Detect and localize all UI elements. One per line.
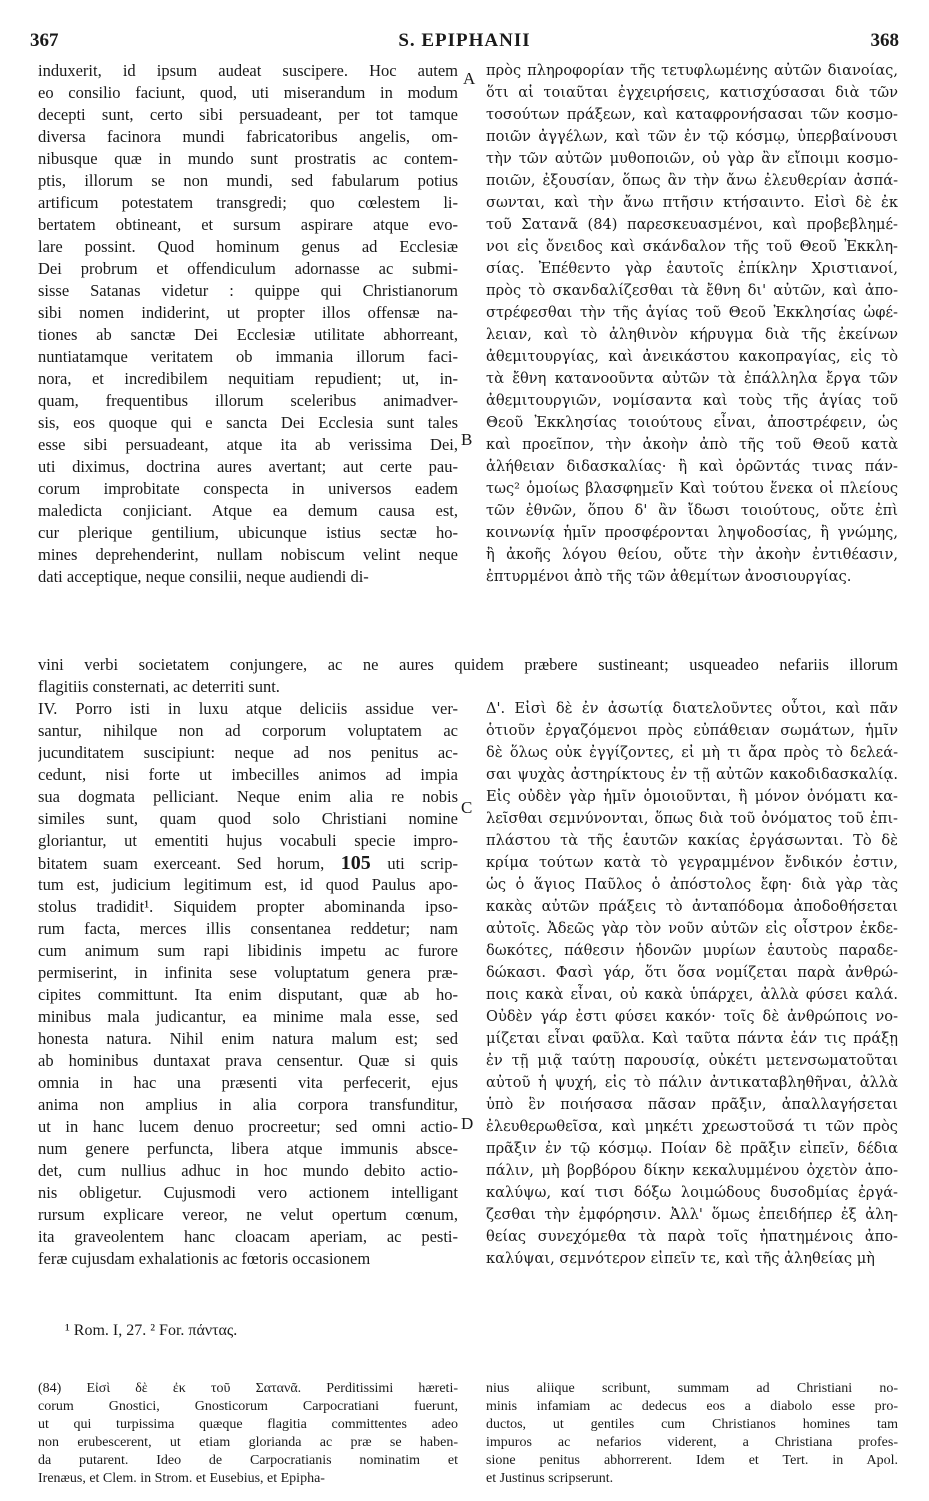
text-line: eo consilio faciunt, quod, uti miserandum in modum xyxy=(38,83,458,102)
text-line: num genere perfuncta, libera atque immunis abscе- xyxy=(38,1139,458,1158)
text-line: Οὐδὲν γάρ ἐστι φύσει κακόν· τοῖς δὲ ἀνθρώποις νο- xyxy=(486,1008,898,1025)
text-line: πλάστου τὰ τῆς ἑαυτῶν κακίας ἐργάσωνται. Τὸ δὲ xyxy=(486,832,898,849)
text-line: nuntiatamque veritatem ob immania illorum faci- xyxy=(38,347,458,366)
text-line: bertatem obtineant, et sursum aspirare atque evo- xyxy=(38,215,458,234)
text-line: anima non amplius in alia corpora transfunditur, xyxy=(38,1095,458,1114)
greek-column-bottom xyxy=(486,698,898,1270)
text-line: τοσούτων πράξεων, καὶ καταφρονήσασαι τῶν κοσμο- xyxy=(486,106,898,123)
text-line: ὡς ὁ ἅγιος Παῦλος ὁ ἀπόστολος ἔφη· διὰ γὰρ τὰς xyxy=(486,876,898,893)
text-line: στρέφεσθαι τὴν τῆς ἁγίας τοῦ Θεοῦ Ἐκκλησίας ὠφέ- xyxy=(486,304,898,321)
text-line: flagitiis consternati, ac deterriti sunt. xyxy=(38,677,280,696)
text-line: ἐπτυρμένοι ἀπὸ τῆς τῶν ἀθεμίτων ἀνοσιουργίας. xyxy=(486,568,852,585)
text-line: σωνται, καὶ τὴν ἄνω πτῆσιν κτήσαιντο. Εἰσὶ δὲ ἐκ xyxy=(486,194,898,211)
text-line: κρίμα τούτων κατὰ τὸ γεγραμμένον ἔνδικόν ἐστιν, xyxy=(486,854,898,871)
text-line: ἀθεμιτουργίας, καὶ ἀνεικάστου κακοπραγίας, εἰς τὸ xyxy=(486,348,898,365)
text-line: maledicta conjiciant. Atque ea demum causa est, xyxy=(38,501,458,520)
text-line: κακὰς αὐτῶν πράξεις τὸ ἀνταπόδομα ἀποδοθήσεται xyxy=(486,898,898,915)
text-line: πάλιν, μὴ βορβόρου δίκην κεκαλυμμένου ὀχετὸν ἀπο- xyxy=(486,1162,898,1179)
text-line: lare possint. Quod hominum genus ad Ecclesiæ xyxy=(38,237,458,256)
text-line: cipites committunt. Ita enim disputant, quæ ab ho- xyxy=(38,985,458,1004)
text-line: ὁτιοῦν ἐργαζόμενοι πρὸς εὐπάθειαν σωμάτων, ἡμῖν xyxy=(486,722,898,739)
text-line: dati acceptique, neque consilii, neque audiendi di- xyxy=(38,567,369,586)
text-line: nis obligetur. Cujusmodi vero actionem intelligant xyxy=(38,1183,458,1202)
column-number-continuation: uti scrip- xyxy=(387,854,458,873)
text-line: σίας. Ἐπέθεντο γὰρ ἑαυτοῖς ἐπίκλην Χριστιανοί, xyxy=(486,260,898,277)
text-line: ποιῶν ἀγγέλων, καὶ τῶν ἐν τῷ κόσμῳ, ὑπερβαίνουσι xyxy=(486,128,898,145)
text-line: sione penitus abhorrerent. Idem et Tert. in Apol. xyxy=(486,1453,898,1468)
text-line: quam, frequentibus illorum sceleribus animadver- xyxy=(38,391,458,410)
text-line: permiserint, in infinita sese voluptatum genera præ- xyxy=(38,963,458,982)
text-line: stolus tradidit¹. Siquidem propter abominanda ipso- xyxy=(38,897,458,916)
text-line: δὲ ὅλως οὐκ ἐγγίζοντες, εἰ μὴ τι ἄρα πρὸς τὸ δελεά- xyxy=(486,744,898,761)
full-width-paragraph xyxy=(38,654,898,698)
text-line: IV. Porro isti in luxu atque deliciis assidue ver- xyxy=(38,699,458,718)
text-line: καὶ προεῖπον, τὴν ἀκοὴν ἀπὸ τῆς τοῦ Θεοῦ κατὰ xyxy=(486,436,898,453)
text-line: μίζεται εἶναι φαῦλα. Καὶ ταῦτα πάντα ἐάν τις πράξῃ xyxy=(486,1030,898,1047)
text-line: rum facta, merces illis consentanea reddetur; nam xyxy=(38,919,458,938)
text-line: κοινωνίᾳ ἡμῖν προσφέρονται ληψοδοσίας, ἢ γνώμης, xyxy=(486,524,898,541)
text-line: santur, nihilque non ad corporum voluptatem ac xyxy=(38,721,458,740)
text-line: induxerit, id ipsum audeat suscipere. Hoc autem xyxy=(38,61,458,80)
text-line: αὐτοῦ ἡ ψυχή, εἰς τὸ πάλιν ἀντικαταβληθῆναι, ἀλλὰ xyxy=(486,1074,898,1091)
margin-letter-c: C xyxy=(461,798,473,817)
footnotes: ¹ Rom. I, 27. ² For. πάντας. xyxy=(65,1322,238,1339)
text-line: ita graveolentem hanc cloacam aperiam, ac pesti- xyxy=(38,1227,458,1246)
text-line: ut qui turpissima quæque flagitia committentes adeo xyxy=(38,1417,458,1432)
text-line: decepti sunt, certo sibi persuadeant, per tot tamque xyxy=(38,105,458,124)
text-line: λειαν, καὶ τὸ ἀληθινὸν κήρυγμα διὰ τῆς ἐκείνων xyxy=(486,326,898,343)
text-line: πρὸς τὸ σκανδαλίζεσθαι τὰ ἔθνη δι' αὐτῶν, καὶ ἀπο- xyxy=(486,282,898,299)
text-line: impuros ac nefarios viderent, a Christiana profes- xyxy=(486,1435,898,1450)
margin-letter-a: A xyxy=(463,69,476,88)
text-line: gloriantur, ut ementiti hujus vocabuli specie impro- xyxy=(38,831,458,850)
text-line: sibi nomen indiderint, ut propter illos offensæ na- xyxy=(38,303,458,322)
text-line: τοῦ Σατανᾶ (84) παρεσκευασμένοι, καὶ προβεβλημέ- xyxy=(486,216,898,233)
text-line: ptis, illorum se non mundi, sed fabularum potius xyxy=(38,171,458,190)
text-line: σαι ψυχὰς ἀστηρίκτους ἐν τῇ αὐτῶν κακοδιδασκαλίᾳ. xyxy=(486,766,898,783)
text-line: τὰ ἔθνη κατανοοῦντα αὐτῶν τὰ ἐπάλληλα ἔργα τῶν xyxy=(486,370,898,387)
text-line: τὴν τῶν αὐτῶν μυθοποιῶν, οὐ γὰρ ἂν εἴποιμι κοσμο- xyxy=(486,150,898,167)
text-line: da putarent. Ideo de Carpocratianis nominatim et xyxy=(38,1453,458,1468)
text-line: sua dogmata pelliciant. Neque enim alia re nobis xyxy=(38,787,458,806)
text-line: ὑπὸ ἓν ποιήσασα πᾶσαν πρᾶξιν, ἀπαλλαγήσεται xyxy=(486,1096,898,1113)
text-line: ἀλήθειαν διδασκαλίας· ἢ καὶ ὁρῶντάς τινας πάν- xyxy=(486,458,898,475)
text-line: cur plerique gentilium, ubicunque istius sectæ ho- xyxy=(38,523,458,542)
text-line: ἐν τῇ μιᾷ ταύτῃ παρουσίᾳ, οὐκέτι μετενσωματοῦται xyxy=(486,1052,898,1069)
text-line: similes sunt, quam quod solo Christiani nomine xyxy=(38,809,458,828)
text-line: vini verbi societatem conjungere, ac ne aures quidem præbere sustineant; usqueadeo nefariis illorum xyxy=(38,655,898,674)
text-line: Dei probrum et offendiculum adornasse ac submi- xyxy=(38,259,458,278)
text-line: ποις κακὰ εἶναι, οὐ κακὰ ὑπάρχει, ἀλλὰ φύσει καλά. xyxy=(486,986,898,1003)
text-line: Δ'. Εἰσὶ δὲ ἐν ἀσωτίᾳ διατελοῦντες οὗτοι, καὶ πᾶν xyxy=(486,700,898,717)
text-line: ἀθεμιτουργιῶν, νομίσαντα καὶ τοὺς τῆς ἁγίας τοῦ xyxy=(486,392,898,409)
text-line: uti diximus, doctrina aures avertant; aut certe pau- xyxy=(38,457,458,476)
text-line: τως² ὁμοίως βλασφημεῖν Καὶ τούτου ἕνεκα οἱ πλείους xyxy=(486,480,898,497)
margin-letter-d: D xyxy=(461,1114,474,1133)
text-line: nibusque quæ in mundo sunt prostratis ac contem- xyxy=(38,149,458,168)
text-line: non erubescerent, ut etiam glorianda ac præ se haben- xyxy=(38,1435,458,1450)
commentary-notes-left xyxy=(38,1380,458,1488)
text-line: corum Gnostici, Gnosticorum Carpocratiani fuerunt, xyxy=(38,1399,458,1414)
page-number-right: 368 xyxy=(870,30,899,51)
text-line: sis, eos quoque qui e sancta Dei Ecclesia sunt tales xyxy=(38,413,458,432)
text-line: honesta natura. Nihil enim natura malum est; sed xyxy=(38,1029,458,1048)
text-line: jucunditatem suscipiunt: neque ad nos penitus ac- xyxy=(38,743,458,762)
page-number-left: 367 xyxy=(30,30,59,51)
text-line: corum improbitate conspecta in universos eadem xyxy=(38,479,458,498)
text-line: det, cum nullius adhuc in hoc mundo debito actio- xyxy=(38,1161,458,1180)
text-line: δώκασι. Φασὶ γάρ, ὅτι ὅσα νομίζεται παρὰ ἀνθρώ- xyxy=(486,964,898,981)
text-line: πρᾶξιν ἐν τῷ κόσμῳ. Ποίαν δὲ πρᾶξιν εἰπεῖν, δέδια xyxy=(486,1140,898,1157)
text-line: καλύψω, καί τισι δόξω λοιμώδους δυσοδμίας ἐργά- xyxy=(486,1184,898,1201)
text-line: omnia in hac una præsenti vita perfecerit, ejus xyxy=(38,1073,458,1092)
text-line: nius aliique scribunt, summam ad Christiani no- xyxy=(486,1381,898,1396)
text-line: δωκότες, πάθεσιν ἡδονῶν μυρίων ἑαυτοὺς παραδε- xyxy=(486,942,898,959)
text-line: ὅτι αἱ τοιαῦται ἐγχειρήσεις, κατισχύσασαι διὰ τῶν xyxy=(486,84,898,101)
greek-column-top xyxy=(486,60,898,588)
text-line: καλύψαι, σεμνότερον εἰπεῖν τε, καὶ τῆς ἀληθείας μὴ xyxy=(486,1250,875,1267)
text-line: ab hominibus duntaxat prava censentur. Quæ si quis xyxy=(38,1051,458,1070)
text-line: ἐλευθερωθεῖσα, καὶ μηκέτι χρεωστοῦσά τι τῶν πρὸς xyxy=(486,1118,898,1135)
text-line: ductos, ut gentiles cum Christianos homines tam xyxy=(486,1417,898,1432)
text-line: minibus mala judicantur, ea minime mala esse, sed xyxy=(38,1007,458,1026)
text-line: λεῖσθαι σεμνύνονται, ὅπως διὰ τοῦ ὀνόματος τοῦ ἐπι- xyxy=(486,810,898,827)
text-line: θείας συνεχόμεθα τὰ παρὰ τοῖς ἠπατημένοις ἀπο- xyxy=(486,1228,898,1245)
text-line: esse sibi persuadeant, atque ita ab verissima Dei, xyxy=(38,435,458,454)
text-line: ποιῶν, ἐξουσίαν, ὅπως ἂν τὴν ἄνω ἐλευθερίαν ἀσπά- xyxy=(486,172,898,189)
text-line: et Justinus scripserunt. xyxy=(486,1471,614,1486)
text-line: minis infamiam ac dedecus eos a diabolo esse pro- xyxy=(486,1399,898,1414)
text-line: tum est, judicium legitimum est, id quod Paulus apo- xyxy=(38,875,458,894)
text-line: tiones ab sanctæ Dei Ecclesiæ utilitate abhorreant, xyxy=(38,325,458,344)
text-line: τῶν ἐθνῶν, ὅπου δ' ἂν ἴδωσι τοιούτους, οὔτε ἐπὶ xyxy=(486,502,898,519)
running-title: S. EPIPHANII xyxy=(398,30,531,51)
text-line: artificum potestatem transgredi; quo cœlestem li- xyxy=(38,193,458,212)
text-line: diversa facinora mundi fabricatoribus angelis, om- xyxy=(38,127,458,146)
latin-column-top xyxy=(38,60,458,588)
text-line: mines deprehenderint, nullam nobiscum velint neque xyxy=(38,545,458,564)
text-line: sisse Satanas videtur : quippe qui Christianorum xyxy=(38,281,458,300)
text-line: cedunt, nisi forte ut imbecilles animos ad impia xyxy=(38,765,458,784)
text-line: ἢ ἀκοῆς λόγου θείου, οὔτε τὴν ἀκοὴν ἐντιθέασιν, xyxy=(486,546,898,563)
text-line: Θεοῦ Ἐκκλησίας τοιούτους εἶναι, ἀποστρέφειν, ὡς xyxy=(486,414,898,431)
text-line: Irenæus, et Clem. in Strom. et Eusebius, et Epipha- xyxy=(38,1471,325,1486)
text-line: (84) Εἰσὶ δὲ ἐκ τοῦ Σατανᾶ. Perditissimi hæreti- xyxy=(38,1381,458,1396)
text-line: bitatem suam exerceant. Sed horum, 105 uti scrip- xyxy=(38,852,458,874)
text-line: νοι εἰς ὄνειδος καὶ σκάνδαλον τῆς τοῦ Θεοῦ Ἐκκλη- xyxy=(486,238,898,255)
text-line: feræ cujusdam exhalationis ac fœtoris occasionem xyxy=(38,1249,371,1268)
text-line: ζεσθαι τὴν ἐμφόρησιν. Ἀλλ' ὅμως ἐπειδήπερ ἐξ ἀλη- xyxy=(486,1206,898,1223)
latin-column-bottom xyxy=(38,698,458,1270)
text-line: Εἰς οὐδὲν γὰρ ἡμῖν ὁμοιοῦνται, ἢ μόνον ὀνόματι κα- xyxy=(486,788,898,805)
text-line: ut in hanc lucem denuo procreetur; sed omni actio- xyxy=(38,1117,458,1136)
page-header xyxy=(30,30,899,56)
text-line: nora, et incredibilem nequitiam repudient; ut, in- xyxy=(38,369,458,388)
margin-letter-b: B xyxy=(461,430,473,449)
text-line: αὐτοῖς. Ἀδεῶς γὰρ τὸν νοῦν αὐτῶν εἰς οἶστρον ἐκδε- xyxy=(486,920,898,937)
text-line: πρὸς πληροφορίαν τῆς τετυφλωμένης αὐτῶν διανοίας, xyxy=(486,62,898,79)
text-line: cum animum sum rapi libidinis impetu ac furore xyxy=(38,941,458,960)
commentary-notes-right xyxy=(486,1380,898,1488)
text-line: rursum explicare vereor, ne velut opertum cœnum, xyxy=(38,1205,458,1224)
column-number: 105 xyxy=(324,852,388,874)
